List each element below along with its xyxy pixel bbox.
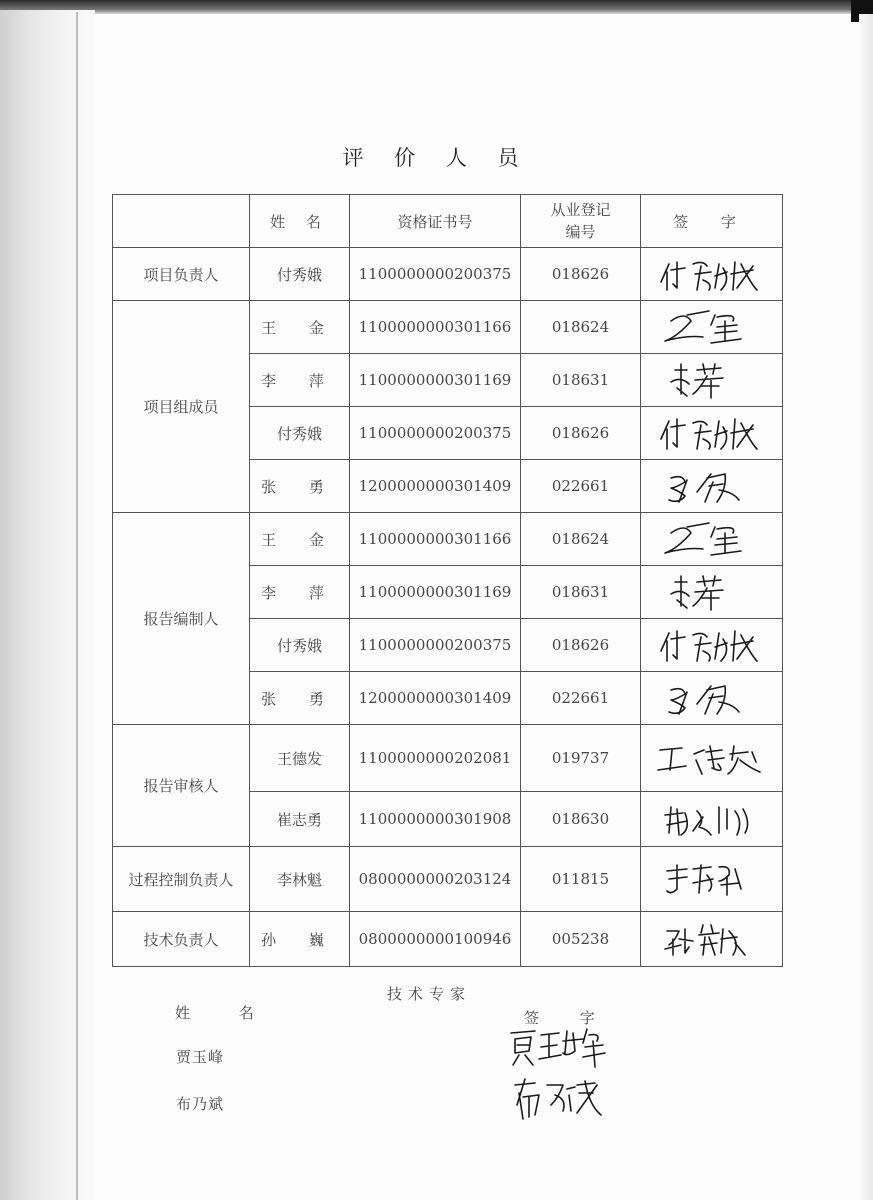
name-cell: 王 金: [250, 513, 350, 566]
experts-sign-header: 签 字: [524, 1009, 613, 1027]
scan-top-edge: [0, 0, 873, 14]
name-cell: 王 金: [250, 301, 350, 354]
name-cell: 付秀娥: [250, 407, 350, 460]
signature-cell: [641, 354, 783, 407]
name-cell: 王德发: [250, 725, 350, 792]
cert-cell: 0800000000203124: [350, 847, 521, 912]
reg-cell: 018624: [521, 513, 641, 566]
signature-image: [657, 466, 767, 506]
name-cell: 付秀娥: [250, 619, 350, 672]
page-title: 评 价 人 员: [342, 146, 531, 170]
table-row: [113, 725, 783, 792]
signature-cell: [641, 725, 783, 792]
cert-cell: 1200000000301409: [350, 672, 521, 725]
signature-cell: [641, 407, 783, 460]
reg-cell: 018630: [521, 792, 641, 847]
signature-image: [657, 678, 767, 718]
reg-cell: 011815: [521, 847, 641, 912]
signature-image: [657, 254, 767, 294]
signature-cell: [641, 248, 783, 301]
role-cell: 报告审核人: [113, 725, 250, 847]
book-gutter-line: [76, 12, 78, 1200]
signature-cell: [641, 912, 783, 967]
cert-cell: 1100000000301166: [350, 301, 521, 354]
role-cell: 项目负责人: [113, 248, 250, 301]
name-cell: 崔志勇: [250, 792, 350, 847]
cert-cell: 1100000000301908: [350, 792, 521, 847]
reg-cell: 019737: [521, 725, 641, 792]
signature-image: [657, 919, 767, 959]
table-header-row: [113, 195, 783, 248]
cert-cell: 0800000000100946: [350, 912, 521, 967]
header-cert: 资格证书号: [350, 195, 521, 248]
role-cell: 技术负责人: [113, 912, 250, 967]
header-name: 姓 名: [250, 195, 350, 248]
header-sign: 签 字: [641, 195, 783, 248]
reg-cell: 022661: [521, 672, 641, 725]
signature-cell: [641, 847, 783, 912]
signature-image: [657, 799, 767, 839]
name-cell: 李 萍: [250, 566, 350, 619]
header-reg-line2: 编号: [565, 223, 596, 241]
reg-cell: 005238: [521, 912, 641, 967]
name-cell: 张 勇: [250, 672, 350, 725]
expert-name: 贾玉峰: [176, 1048, 225, 1066]
header-role: [113, 195, 250, 248]
table-row: [113, 248, 783, 301]
header-reg-line1: 从业登记: [550, 201, 611, 219]
signature-image: [657, 413, 767, 453]
role-cell: 项目组成员: [113, 301, 250, 513]
signature-cell: [641, 301, 783, 354]
reg-cell: 018626: [521, 407, 641, 460]
reg-cell: 018631: [521, 566, 641, 619]
name-cell: 李 萍: [250, 354, 350, 407]
cert-cell: 1200000000301409: [350, 460, 521, 513]
expert-signature-image: [505, 1023, 615, 1071]
table-row: [113, 912, 783, 967]
cert-cell: 1100000000200375: [350, 619, 521, 672]
signature-cell: [641, 619, 783, 672]
header-reg: [521, 195, 641, 248]
signature-image: [657, 572, 767, 612]
page-right-edge: [859, 14, 873, 1200]
table-row: [113, 301, 783, 354]
name-cell: 张 勇: [250, 460, 350, 513]
table-row: [113, 847, 783, 912]
name-cell: 孙 巍: [250, 912, 350, 967]
signature-cell: [641, 672, 783, 725]
reg-cell: 018626: [521, 619, 641, 672]
expert-signature-image: [505, 1075, 615, 1123]
experts-name-header: 姓 名: [175, 1004, 276, 1022]
signature-image: [657, 625, 767, 665]
signature-image: [657, 360, 767, 400]
cert-cell: 1100000000301169: [350, 566, 521, 619]
cert-cell: 1100000000200375: [350, 248, 521, 301]
evaluators-table: [112, 194, 783, 967]
name-cell: 付秀娥: [250, 248, 350, 301]
signature-image: [657, 859, 767, 899]
signature-cell: [641, 460, 783, 513]
table-row: [113, 513, 783, 566]
signature-cell: [641, 792, 783, 847]
signature-image: [652, 738, 772, 778]
cert-cell: 1100000000301166: [350, 513, 521, 566]
reg-cell: 022661: [521, 460, 641, 513]
signature-cell: [641, 513, 783, 566]
cert-cell: 1100000000200375: [350, 407, 521, 460]
experts-section-title: 技术专家: [387, 985, 472, 1003]
signature-image: [657, 307, 767, 347]
signature-cell: [641, 566, 783, 619]
cert-cell: 1100000000202081: [350, 725, 521, 792]
reg-cell: 018626: [521, 248, 641, 301]
reg-cell: 018624: [521, 301, 641, 354]
signature-image: [657, 519, 767, 559]
expert-name: 布乃斌: [176, 1095, 225, 1113]
cert-cell: 1100000000301169: [350, 354, 521, 407]
reg-cell: 018631: [521, 354, 641, 407]
role-cell: 报告编制人: [113, 513, 250, 725]
role-cell: 过程控制负责人: [113, 847, 250, 912]
book-gutter-shadow: [0, 10, 95, 1200]
name-cell: 李林魁: [250, 847, 350, 912]
